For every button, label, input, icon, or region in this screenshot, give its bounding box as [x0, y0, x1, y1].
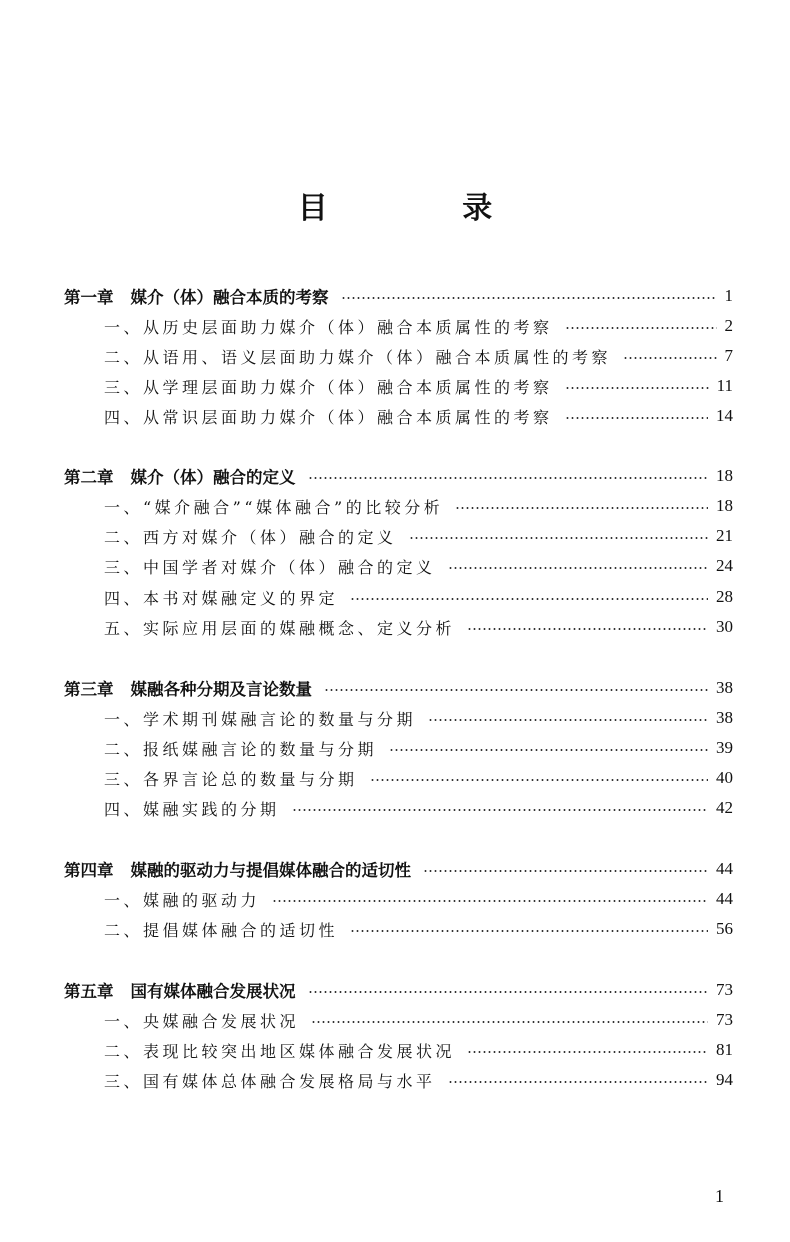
section-title: 一、从历史层面助力媒介（体）融合本质属性的考察	[104, 317, 553, 337]
toc-page-number: 94	[716, 1070, 733, 1089]
toc-page-number: 39	[716, 738, 733, 757]
chapter-number: 第三章	[64, 680, 114, 699]
leader-dots	[565, 311, 717, 341]
section-title: 四、媒融实践的分期	[104, 799, 280, 819]
chapter-number: 第五章	[64, 982, 114, 1001]
leader-dots	[350, 582, 708, 612]
chapter-number: 第二章	[64, 468, 114, 487]
section-title: 三、国有媒体总体融合发展格局与水平	[104, 1071, 436, 1091]
leader-dots	[409, 521, 708, 551]
section-title: 一、学术期刊媒融言论的数量与分期	[104, 709, 417, 729]
leader-dots	[308, 975, 709, 1005]
toc-section-entry[interactable]	[0, 1035, 790, 1065]
chapter-title: 媒介（体）融合本质的考察	[130, 288, 329, 307]
toc-section-entry[interactable]	[0, 884, 790, 914]
toc-section-entry[interactable]	[0, 763, 790, 793]
chapter-title: 媒介（体）融合的定义	[130, 468, 296, 487]
toc-page-number: 18	[716, 496, 733, 515]
chapter-label	[64, 464, 296, 488]
toc-section-entry[interactable]	[0, 521, 790, 551]
toc-section-entry[interactable]	[0, 703, 790, 733]
section-title: 四、本书对媒融定义的界定	[104, 588, 339, 608]
leader-dots	[308, 461, 709, 491]
toc-page-number: 40	[716, 768, 733, 787]
leader-dots	[565, 371, 709, 401]
leader-dots	[428, 703, 708, 733]
section-title: 五、实际应用层面的媒融概念、定义分析	[104, 618, 456, 638]
leader-dots	[272, 884, 708, 914]
toc-page-number: 11	[716, 376, 733, 395]
toc-page-number: 44	[716, 889, 733, 908]
leader-dots	[341, 281, 717, 311]
chapter-label	[64, 978, 296, 1002]
section-title: 二、报纸媒融言论的数量与分期	[104, 739, 378, 759]
toc-page-number: 18	[716, 466, 733, 485]
toc-section-entry[interactable]	[0, 311, 790, 341]
section-title: 一、央媒融合发展状况	[104, 1011, 300, 1031]
toc-section-entry[interactable]	[0, 491, 790, 521]
section-title: 三、中国学者对媒介（体）融合的定义	[104, 557, 436, 577]
chapter-title: 媒融的驱动力与提倡媒体融合的适切性	[130, 861, 411, 880]
leader-dots	[370, 763, 708, 793]
toc-page-number: 7	[724, 346, 733, 365]
toc-chapter-entry[interactable]	[0, 461, 790, 491]
leader-dots	[311, 1005, 708, 1035]
toc-section-entry[interactable]	[0, 1065, 790, 1095]
leader-dots	[423, 854, 708, 884]
leader-dots	[350, 914, 708, 944]
chapter-label	[64, 857, 411, 881]
toc-page-number: 14	[716, 406, 733, 425]
toc-chapter-entry[interactable]	[0, 281, 790, 311]
page-number: 1	[715, 1186, 724, 1206]
toc-page-number: 42	[716, 798, 733, 817]
toc-page-number: 73	[716, 980, 733, 999]
toc-section-entry[interactable]	[0, 551, 790, 581]
toc-section-entry[interactable]	[0, 733, 790, 763]
toc-section-entry[interactable]	[0, 401, 790, 431]
toc-section-entry[interactable]	[0, 341, 790, 371]
toc-page-number: 44	[716, 859, 733, 878]
chapter-number: 第一章	[64, 288, 114, 307]
toc-chapter-entry[interactable]	[0, 854, 790, 884]
toc-title: 目 录	[297, 191, 555, 226]
chapter-label	[64, 676, 312, 700]
toc-section-entry[interactable]	[0, 612, 790, 642]
chapter-title: 国有媒体融合发展状况	[130, 982, 296, 1001]
leader-dots	[324, 673, 708, 703]
leader-dots	[467, 1035, 708, 1065]
toc-section-entry[interactable]	[0, 582, 790, 612]
toc-page-number: 38	[716, 708, 733, 727]
section-title: 二、西方对媒介（体）融合的定义	[104, 527, 397, 547]
toc-section-entry[interactable]	[0, 371, 790, 401]
toc-page-number: 21	[716, 526, 733, 545]
section-title: 一、“媒介融合”“媒体融合”的比较分析	[104, 497, 444, 517]
toc-section-entry[interactable]	[0, 914, 790, 944]
toc-chapter-entry[interactable]	[0, 673, 790, 703]
toc-page-number: 30	[716, 617, 733, 636]
toc-page-number: 24	[716, 556, 733, 575]
toc-page-number: 81	[716, 1040, 733, 1059]
leader-dots	[292, 793, 708, 823]
leader-dots	[467, 612, 708, 642]
chapter-title: 媒融各种分期及言论数量	[130, 680, 312, 699]
leader-dots	[455, 491, 708, 521]
section-title: 三、从学理层面助力媒介（体）融合本质属性的考察	[104, 377, 553, 397]
leader-dots	[623, 341, 716, 371]
toc-page-number: 2	[724, 316, 733, 335]
toc-page-number: 1	[724, 286, 733, 305]
section-title: 二、表现比较突出地区媒体融合发展状况	[104, 1041, 456, 1061]
section-title: 二、从语用、语义层面助力媒介（体）融合本质属性的考察	[104, 347, 612, 367]
toc-section-entry[interactable]	[0, 793, 790, 823]
toc-page-number: 28	[716, 587, 733, 606]
section-title: 三、各界言论总的数量与分期	[104, 769, 358, 789]
section-title: 四、从常识层面助力媒介（体）融合本质属性的考察	[104, 407, 553, 427]
toc-page-number: 56	[716, 919, 733, 938]
toc-page-number: 73	[716, 1010, 733, 1029]
leader-dots	[389, 733, 708, 763]
toc-section-entry[interactable]	[0, 1005, 790, 1035]
leader-dots	[565, 401, 708, 431]
toc-page-number: 38	[716, 678, 733, 697]
section-title: 二、提倡媒体融合的适切性	[104, 920, 339, 940]
leader-dots	[448, 551, 708, 581]
section-title: 一、媒融的驱动力	[104, 890, 261, 910]
chapter-number: 第四章	[64, 861, 114, 880]
leader-dots	[448, 1065, 708, 1095]
toc-chapter-entry[interactable]	[0, 975, 790, 1005]
chapter-label	[64, 284, 329, 308]
